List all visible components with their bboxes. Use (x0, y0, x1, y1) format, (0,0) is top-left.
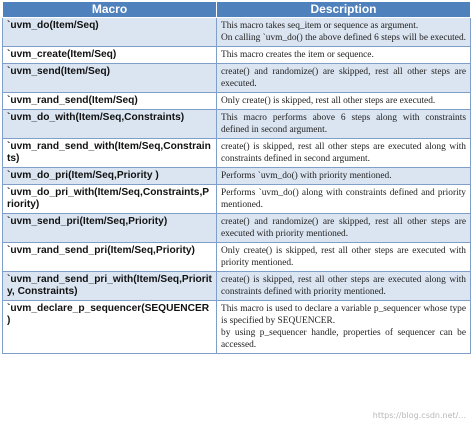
description-text: create() and randomize() are skipped, rest all other steps are executed with priority mentioned. (221, 217, 466, 239)
description-cell (217, 214, 471, 243)
macro-table-container (2, 1, 471, 354)
table-row (3, 93, 471, 110)
description-cell (217, 18, 471, 47)
description-text: by using p_sequencer handle, properties of sequencer can be accessed. (221, 328, 466, 350)
table-row (3, 47, 471, 64)
description-text: This macro performs above 6 steps along with constraints defined in second argument. (221, 113, 466, 135)
table-row (3, 18, 471, 47)
description-text: Performs `uvm_do() along with constraints defined and priority mentioned. (221, 188, 466, 210)
macro-cell: `uvm_do(Item/Seq) (3, 18, 217, 47)
macro-cell: `uvm_rand_send_pri(Item/Seq,Priority) (3, 243, 217, 272)
description-text: Performs `uvm_do() with priority mentioned. (221, 171, 392, 181)
description-text: This macro takes seq_item or sequence as argument. (221, 21, 419, 31)
header-description: Description (217, 2, 471, 18)
watermark: https://blog.csdn.net/... (372, 411, 466, 420)
description-text: On calling `uvm_do() the above defined 6 steps will be executed. (221, 33, 466, 43)
table-row (3, 243, 471, 272)
macro-cell: `uvm_declare_p_sequencer(SEQUENCER) (3, 301, 217, 354)
description-text: Only create() is skipped, rest all other steps are executed with priority mentioned. (221, 246, 466, 268)
table-row (3, 110, 471, 139)
header-macro: Macro (3, 2, 217, 18)
macro-cell: `uvm_rand_send_with(Item/Seq,Constraints) (3, 139, 217, 168)
description-text: This macro is used to declare a variable p_sequencer whose type is specified by SEQUENCER. (221, 304, 466, 326)
table-body (3, 18, 471, 354)
description-text: create() and randomize() are skipped, rest all other steps are executed. (221, 67, 466, 89)
table-row (3, 301, 471, 354)
macro-cell: `uvm_create(Item/Seq) (3, 47, 217, 64)
macro-table (2, 1, 471, 354)
description-cell (217, 47, 471, 64)
description-cell (217, 93, 471, 110)
description-cell (217, 185, 471, 214)
description-cell (217, 243, 471, 272)
macro-cell: `uvm_rand_send(Item/Seq) (3, 93, 217, 110)
table-row (3, 168, 471, 185)
description-cell (217, 139, 471, 168)
description-cell (217, 110, 471, 139)
table-row (3, 185, 471, 214)
table-row (3, 272, 471, 301)
description-text: Only create() is skipped, rest all other steps are executed. (221, 96, 436, 106)
table-row (3, 139, 471, 168)
description-cell (217, 168, 471, 185)
description-cell (217, 64, 471, 93)
description-cell (217, 272, 471, 301)
macro-cell: `uvm_send_pri(Item/Seq,Priority) (3, 214, 217, 243)
description-text: create() is skipped, rest all other steps are executed along with constraints defined with priority mentioned. (221, 275, 466, 297)
macro-cell: `uvm_do_pri_with(Item/Seq,Constraints,Priority) (3, 185, 217, 214)
table-row (3, 64, 471, 93)
table-header-row (3, 2, 471, 18)
macro-cell: `uvm_rand_send_pri_with(Item/Seq,Priority, Constraints) (3, 272, 217, 301)
macro-cell: `uvm_do_with(Item/Seq,Constraints) (3, 110, 217, 139)
macro-cell: `uvm_send(Item/Seq) (3, 64, 217, 93)
description-text: create() is skipped, rest all other steps are executed along with constraints defined in second argument. (221, 142, 466, 164)
description-text: This macro creates the item or sequence. (221, 50, 374, 60)
table-row (3, 214, 471, 243)
description-cell (217, 301, 471, 354)
macro-cell: `uvm_do_pri(Item/Seq,Priority ) (3, 168, 217, 185)
